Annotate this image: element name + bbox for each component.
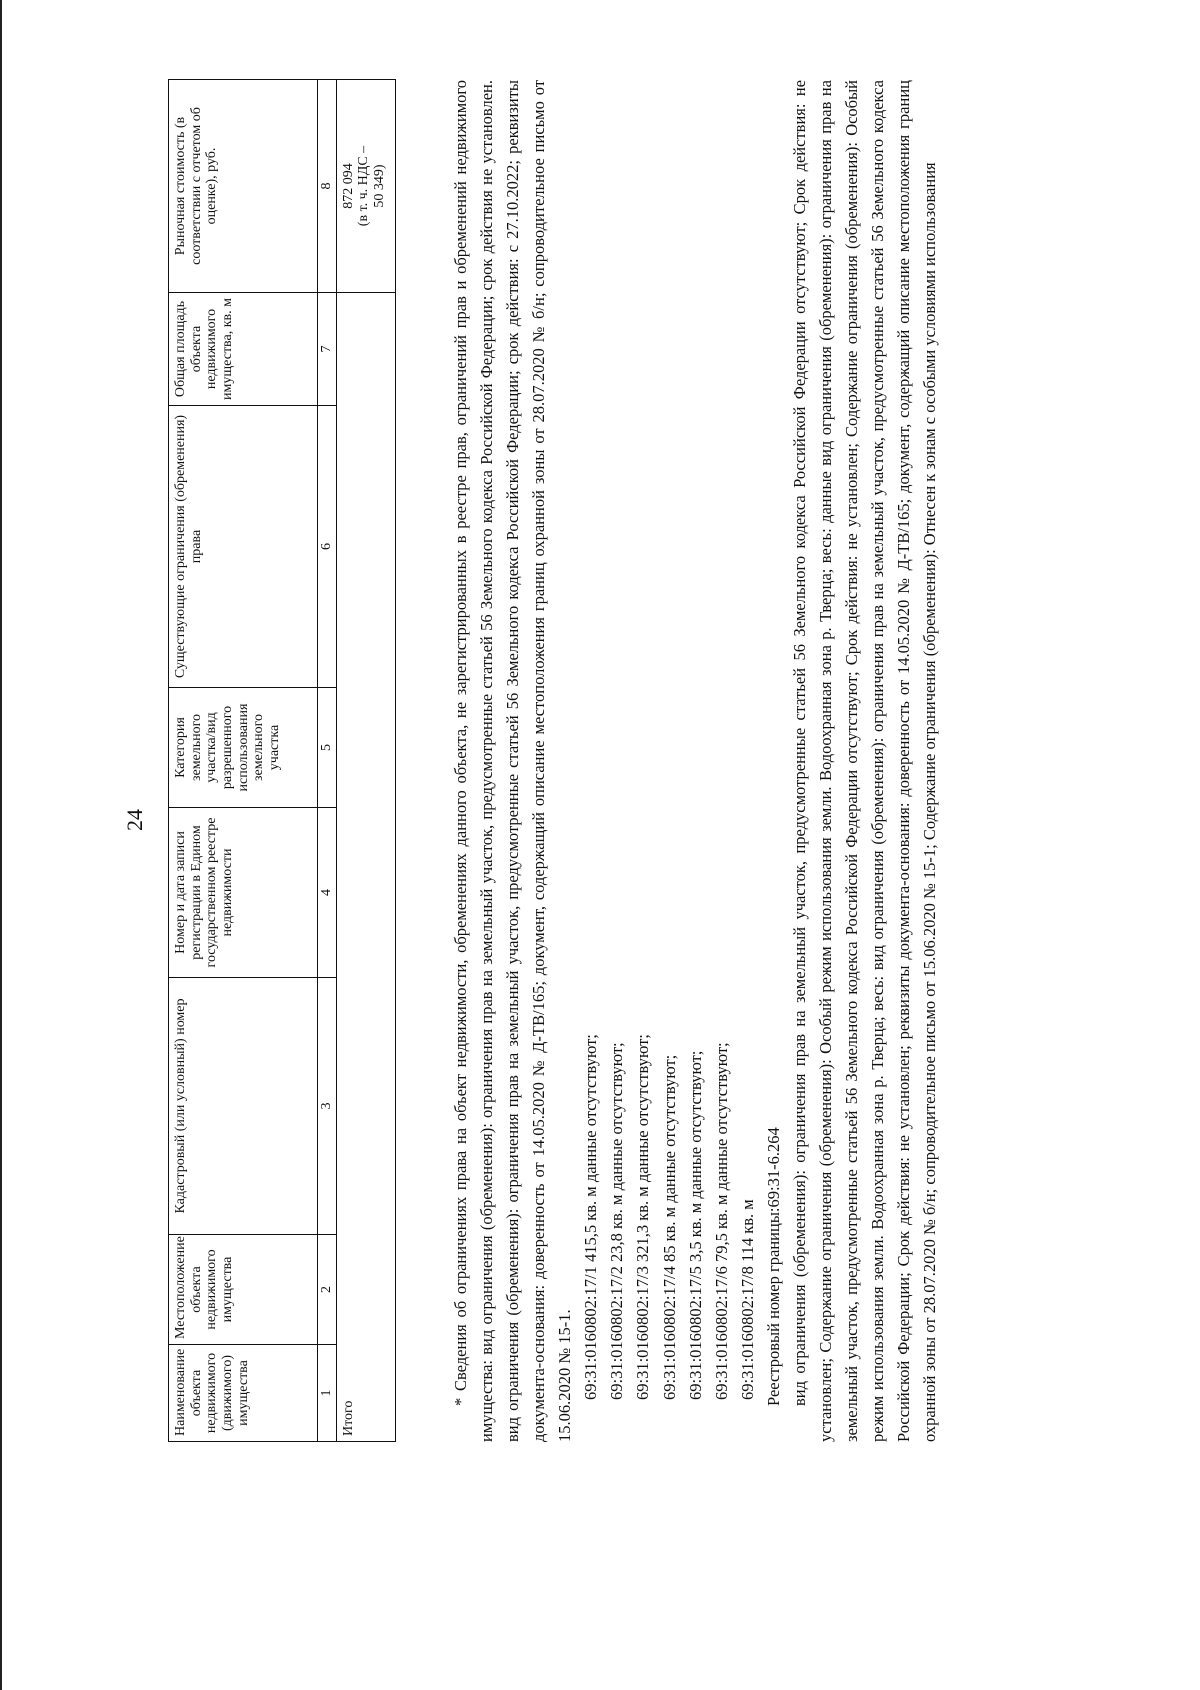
column-number: 3: [318, 978, 337, 1235]
total-value-vat-amount: 50 349): [372, 164, 388, 208]
table-header-row: [169, 80, 318, 1442]
column-number: 5: [318, 688, 337, 808]
cadastral-item: 69:31:0160802:17/3 321,3 кв. м данные отсутствуют;: [633, 1034, 653, 1400]
cadastral-item: 69:31:0160802:17/8 114 кв. м: [737, 1199, 757, 1400]
registry-number: Реестровый номер границы:69:31-6.264: [763, 1127, 783, 1406]
column-number: 1: [318, 1345, 337, 1442]
column-number: 2: [318, 1235, 337, 1345]
cadastral-item: 69:31:0160802:17/1 415,5 кв. м данные отсутствуют;: [581, 1034, 601, 1400]
total-value-amount: 872 094: [340, 163, 356, 209]
column-number-row: [318, 80, 337, 1442]
header-cell: Категория земельного участка/вид разрешенного использования земельного участка: [169, 688, 318, 808]
header-cell: Наименование объекта недвижимого (движимого) имущества: [169, 1345, 318, 1442]
header-cell: Местоположение объекта недвижимого имущества: [169, 1235, 318, 1345]
notes-paragraph-2: вид ограничения (обременения): ограничения прав на земельный участок, предусмотренные статьей 56 Земельного кодекса Российской Федерации отсутствуют; Срок действия: не установлен; Содержание ограничения (обременения): Особый режим использования земли. Водоохранная зона р. Тверца; весь: данные вид ограничения (обременения): ограничения прав на земельный участок, предусмотренные статьей 56 Земельного кодекса Российской Федерации отсутствуют; Срок действия: не установлен; Содержание ограничения (обременения): Особый режим использования земли. Водоохранная зона р. Тверца; весь: вид ограничения (обременения): ограничения прав на земельный участок, предусмотренные статьей 56 Земельного кодекса Российской Федерации; Срок действия: не установлен; реквизиты документа-основания: доверенность от 14.05.2020 № Д-ТВ/165; документ, содержащий описание местоположения границ охранной зоны от 28.07.2020 № б/н; сопроводительное письмо от 15.06.2020 № 15-1; Содержание ограничения (обременения): Отнесен к зонам с особыми условиями использования: [789, 80, 940, 1442]
cadastral-item: 69:31:0160802:17/2 23,8 кв. м данные отсутствуют;: [607, 1042, 627, 1400]
total-label: Итого: [336, 293, 395, 1442]
header-cell: Рыночная стоимость (в соответствии с отчетом об оценке), руб.: [169, 80, 318, 293]
cadastral-item: 69:31:0160802:17/6 79,5 кв. м данные отсутствуют;: [711, 1042, 731, 1400]
cadastral-item: 69:31:0160802:17/4 85 кв. м данные отсутствуют;: [659, 1054, 679, 1400]
property-table: [168, 79, 396, 1442]
header-cell: Общая площадь объекта недвижимого имущества, кв. м: [169, 293, 318, 406]
cadastral-list: [578, 80, 760, 1400]
column-number: 8: [318, 80, 337, 293]
column-number: 7: [318, 293, 337, 406]
total-row: [336, 80, 395, 1442]
header-cell: Номер и дата записи регистрации в Едином государственном реестре недвижимости: [169, 808, 318, 978]
notes-paragraph-1: * Сведения об ограничениях права на объект недвижимости, обременениях данного объекта, не зарегистрированных в реестре прав, ограничений прав и обременений недвижимого имущества: вид ограничения (обременения): ограничения прав на земельный участок, предусмотренные статьей 56 Земельного кодекса Российской Федерации; срок действия не установлен. вид ограничения (обременения): ограничения прав на земельный участок, предусмотренные статьей 56 Земельного кодекса Российской Федерации; срок действия: с 27.10.2022; реквизиты документа-основания: доверенность от 14.05.2020 № Д-ТВ/165; документ, содержащий описание местоположения границ охранной зоны от 28.07.2020 № б/н; сопроводительное письмо от 15.06.2020 № 15-1.: [451, 80, 575, 1442]
encumbrance-notes: [448, 80, 943, 1442]
column-number: 6: [318, 406, 337, 688]
header-cell: Кадастровый (или условный) номер: [169, 978, 318, 1235]
total-value: [336, 80, 395, 293]
column-number: 4: [318, 808, 337, 978]
total-value-vat: (в т. ч. НДС –: [356, 145, 372, 227]
page-number: 24: [122, 809, 147, 831]
header-cell: Существующие ограничения (обременения) права: [169, 406, 318, 688]
cadastral-item: 69:31:0160802:17/5 3,5 кв. м данные отсутствуют;: [685, 1050, 705, 1400]
